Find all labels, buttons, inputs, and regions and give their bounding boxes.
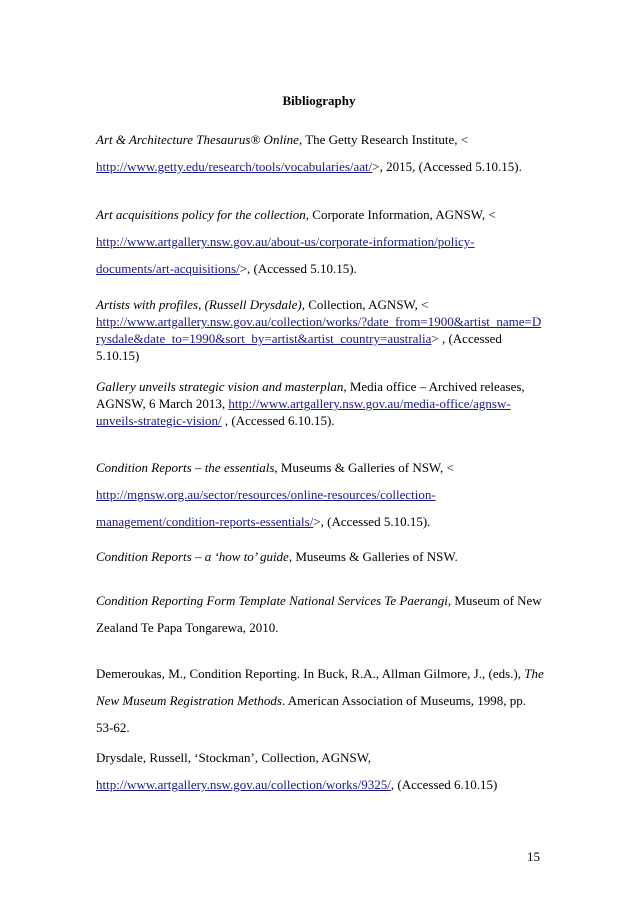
bibliography-entry-condition-essentials	[96, 454, 556, 535]
entry-line	[96, 587, 556, 614]
entry-title: Gallery unveils strategic vision and masterplan,	[96, 379, 347, 394]
entry-line	[96, 313, 556, 330]
entry-line	[96, 454, 556, 481]
entry-link[interactable]: unveils-strategic-vision/	[96, 413, 222, 428]
entry-line	[96, 378, 556, 395]
entry-line	[96, 543, 556, 570]
bibliography-entry-drysdale-stockman	[96, 744, 556, 798]
entry-line	[96, 412, 556, 429]
entry-text: , (Accessed 6.10.15).	[221, 413, 335, 428]
entry-text: AGNSW, 6 March 2013,	[96, 396, 229, 411]
entry-line	[96, 395, 556, 412]
entry-line	[96, 153, 556, 180]
entry-text: . American Association of Museums, 1998, pp.	[281, 693, 527, 708]
entry-text: Corporate Information, AGNSW, <	[309, 207, 496, 222]
entry-link[interactable]: http://www.artgallery.nsw.gov.au/media-office/agnsw-	[228, 396, 511, 411]
entry-line	[96, 255, 556, 282]
entry-line	[96, 714, 556, 741]
entry-text: Zealand Te Papa Tongarewa, 2010.	[96, 620, 279, 635]
bibliography-entry-demeroukas	[96, 660, 556, 741]
entry-link[interactable]: http://www.artgallery.nsw.gov.au/collection/works/?date_from=1900&artist_name=D	[96, 314, 542, 329]
entry-text: , The Getty Research Institute, <	[298, 132, 469, 147]
entry-title: New Museum Registration Methods	[96, 693, 282, 708]
entry-text: , (Accessed 6.10.15)	[390, 777, 498, 792]
entry-text: Collection, AGNSW, <	[304, 297, 429, 312]
entry-link[interactable]: http://www.artgallery.nsw.gov.au/about-us/corporate-information/policy-	[96, 234, 475, 249]
entry-line	[96, 744, 556, 771]
entry-text: Media office – Archived releases,	[346, 379, 525, 394]
bibliography-entry-gallery-vision	[96, 378, 556, 429]
entry-link[interactable]: http://www.getty.edu/research/tools/vocabularies/aat/	[96, 159, 373, 174]
entry-text: >, 2015, (Accessed 5.10.15).	[372, 159, 522, 174]
entry-text: , Museums & Galleries of NSW.	[288, 549, 458, 564]
entry-text: >, (Accessed 5.10.15).	[239, 261, 357, 276]
entry-title: Art acquisitions policy for the collection,	[96, 207, 310, 222]
entry-link[interactable]: http://www.artgallery.nsw.gov.au/collection/works/9325/	[96, 777, 391, 792]
entry-title: Condition Reports – a ‘how to’ guide	[96, 549, 289, 564]
entry-line	[96, 201, 556, 228]
entry-line	[96, 660, 556, 687]
entry-text: , Museums & Galleries of NSW, <	[274, 460, 454, 475]
page-number: 15	[527, 849, 540, 864]
entry-text: , Museum of New	[447, 593, 542, 608]
entry-line	[96, 481, 556, 508]
entry-line	[96, 330, 556, 347]
bibliography-entry-artists-profiles	[96, 296, 556, 364]
entry-line	[96, 508, 556, 535]
entry-line	[96, 228, 556, 255]
bibliography-entry-acquisitions-policy	[96, 201, 556, 282]
bibliography-entry-condition-guide	[96, 543, 556, 570]
entry-title: Artists with profiles, (Russell Drysdale),	[96, 297, 305, 312]
entry-line	[96, 347, 556, 364]
entry-line	[96, 296, 556, 313]
entry-link[interactable]: management/condition-reports-essentials/	[96, 514, 314, 529]
entry-title: Art & Architecture Thesaurus® Online	[96, 132, 299, 147]
entry-line	[96, 614, 556, 641]
entry-link[interactable]: rysdale&date_to=1990&sort_by=artist&artist_country=australia	[96, 331, 432, 346]
entry-text: > , (Accessed	[431, 331, 502, 346]
entry-link[interactable]: http://mgnsw.org.au/sector/resources/online-resources/collection-	[96, 487, 436, 502]
entry-text: Demeroukas, M., Condition Reporting. In Buck, R.A., Allman Gilmore, J., (eds.),	[96, 666, 525, 681]
entry-title: The	[524, 666, 544, 681]
entry-title: Condition Reporting Form Template National Services Te Paerangi	[96, 593, 448, 608]
entry-title: Condition Reports – the essentials	[96, 460, 275, 475]
entry-text: Drysdale, Russell, ‘Stockman’, Collection, AGNSW,	[96, 750, 372, 765]
entry-text: >, (Accessed 5.10.15).	[313, 514, 431, 529]
page-title: Bibliography	[282, 93, 356, 108]
bibliography-entry-getty-aat	[96, 126, 556, 180]
entry-line	[96, 771, 556, 798]
entry-line	[96, 687, 556, 714]
entry-text: 5.10.15)	[96, 348, 140, 363]
entry-line	[96, 126, 556, 153]
bibliography-entry-condition-template	[96, 587, 556, 641]
entry-text: 53-62.	[96, 720, 130, 735]
entry-link[interactable]: documents/art-acquisitions/	[96, 261, 240, 276]
